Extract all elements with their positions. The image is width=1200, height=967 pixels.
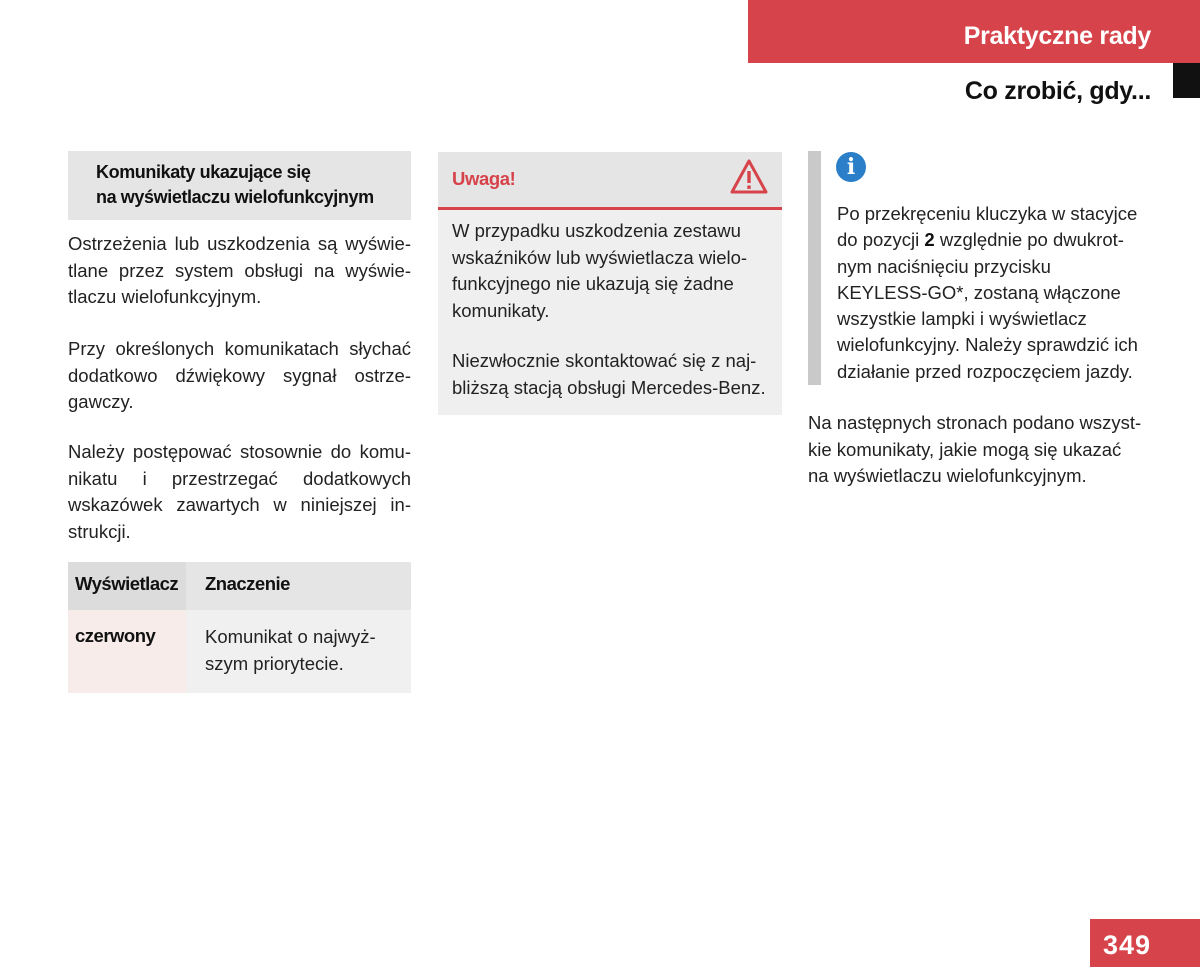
warning-box [438,152,782,415]
paragraph-line: tlaczu wielofunkcyjnym. [68,286,262,308]
warning-header [438,152,782,210]
table-cell-line: Komunikat o najwyż- [205,626,376,647]
paragraph-line: wszystkie lampki i wyświetlacz [837,308,1087,330]
paragraph-line: wielofunkcyjny. Należy sprawdzić ich [837,334,1138,356]
subsection-title: Co zrobić, gdy... [964,77,1151,105]
table-row-meaning-value [205,624,376,677]
paragraph-line: nym naciśnięciu przycisku [837,255,1051,277]
paragraph-line: komunikaty. [452,299,550,321]
warning-title: Uwaga! [452,168,516,189]
table-header-display: Wyświetlacz [75,573,179,594]
paragraph-acoustic-signal [68,336,411,416]
thumb-tab-marker [1173,63,1200,98]
paragraph-line: strukcji. [68,520,131,542]
section-title: Praktyczne rady [963,22,1151,50]
paragraph-line: W przypadku uszkodzenia zestawu [452,220,741,241]
paragraph-line: Na następnych stronach podano wszyst- [808,412,1142,433]
table-cell [68,610,186,693]
paragraph-line: Należy postępować stosownie do komu- [68,441,411,462]
info-note-paragraph [837,201,1138,385]
paragraph-warnings-displayed [68,231,411,311]
page-number: 349 [1103,930,1152,960]
paragraph-line: gawczy. [68,391,134,413]
paragraph-line: Niezwłocznie skontaktować się z naj- [452,350,757,371]
paragraph-line: wskaźników lub wyświetlacza wielo- [452,246,748,268]
paragraph-line: Przy określonych komunikatach słychać [68,338,411,359]
warning-triangle-icon [729,158,769,196]
paragraph-line: działanie przed rozpoczęciem jazdy. [837,360,1133,382]
ignition-position-number: 2 [924,229,935,251]
paragraph-line: nikatu i przestrzegać dodatkowych [68,467,411,489]
paragraph-follow-instructions [68,439,411,545]
heading-line: Komunikaty ukazujące się [96,162,311,182]
paragraph-line: wskazówek zawartych w niniejszej in- [68,494,411,516]
paragraph-line: KEYLESS-GO*, zostaną włączone [837,281,1121,303]
line-text: do pozycji [837,229,925,251]
paragraph-following-pages [808,410,1151,490]
paragraph-line: funkcyjnego nie ukazują się żadne [452,273,734,295]
warning-paragraph-contact-service [452,348,782,401]
info-icon: i [836,152,866,182]
heading-line: na wyświetlaczu wielofunkcyjnym [96,187,374,207]
warning-paragraph-no-messages [452,218,782,324]
table-cell-line: szym priorytecie. [205,652,344,674]
paragraph-line: kie komunikaty, jakie mogą się ukazać [808,438,1122,460]
paragraph-line: tlane przez system obsługi na wyświe- [68,259,411,281]
paragraph-line [837,227,1138,253]
paragraph-line: bliższą stacją obsługi Mercedes-Benz. [452,376,766,398]
section-heading-box [68,151,411,220]
paragraph-line: dodatkowo dźwiękowy sygnał ostrze- [68,364,411,386]
display-meaning-table [68,562,411,693]
paragraph-line: Ostrzeżenia lub uszkodzenia są wyświe- [68,233,411,254]
line-text: względnie po dwukrot- [934,229,1124,251]
info-side-bar [808,151,821,385]
table-row-display-value: czerwony [75,625,156,646]
paragraph-line: Po przekręceniu kluczyka w stacyjce [837,203,1138,224]
table-header-meaning: Znaczenie [205,573,290,594]
paragraph-line: na wyświetlaczu wielofunkcyjnym. [808,465,1087,487]
